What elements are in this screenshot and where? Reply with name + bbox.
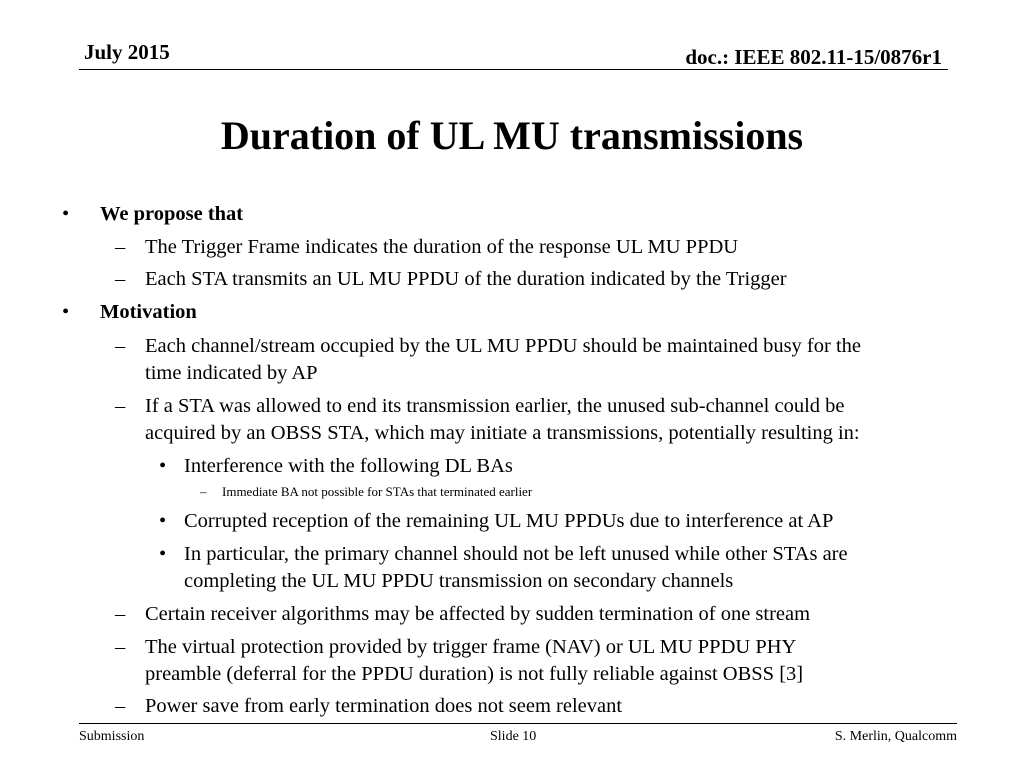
bullet-icon: • bbox=[159, 543, 167, 565]
item-virtual-protection-line1: The virtual protection provided by trigger frame (NAV) or UL MU PPDU PHY bbox=[145, 636, 797, 658]
item-channel-busy-line2: time indicated by AP bbox=[145, 362, 318, 384]
bullet-motivation: Motivation bbox=[100, 301, 197, 323]
bullet-icon: • bbox=[159, 455, 167, 477]
footer-author: S. Merlin, Qualcomm bbox=[834, 729, 957, 744]
dash-icon: – bbox=[200, 484, 207, 499]
slide-title: Duration of UL MU transmissions bbox=[220, 113, 804, 158]
item-sta-transmits: Each STA transmits an UL MU PPDU of the duration indicated by the Trigger bbox=[145, 268, 787, 290]
item-channel-busy-line1: Each channel/stream occupied by the UL MU PPDU should be maintained busy for the bbox=[145, 335, 861, 357]
item-power-save: Power save from early termination does not seem relevant bbox=[145, 695, 623, 717]
dash-icon: – bbox=[115, 695, 126, 717]
dash-icon: – bbox=[115, 636, 126, 658]
subitem-corrupted-reception: Corrupted reception of the remaining UL MU PPDUs due to interference at AP bbox=[184, 510, 834, 532]
subsubitem-immediate-ba: Immediate BA not possible for STAs that terminated earlier bbox=[222, 484, 533, 499]
subitem-primary-channel-line2: completing the UL MU PPDU transmission on secondary channels bbox=[184, 570, 734, 592]
item-receiver-algorithms: Certain receiver algorithms may be affected by sudden termination of one stream bbox=[145, 603, 811, 625]
dash-icon: – bbox=[115, 395, 126, 417]
header-date: July 2015 bbox=[84, 40, 170, 64]
item-virtual-protection-line2: preamble (deferral for the PPDU duration) is not fully reliable against OBSS [3] bbox=[145, 663, 804, 685]
item-early-end-line1: If a STA was allowed to end its transmission earlier, the unused sub-channel could be bbox=[145, 395, 845, 417]
dash-icon: – bbox=[115, 268, 126, 290]
dash-icon: – bbox=[115, 335, 126, 357]
dash-icon: – bbox=[115, 236, 126, 258]
subitem-primary-channel-line1: In particular, the primary channel should not be left unused while other STAs are bbox=[184, 543, 848, 565]
item-early-end-line2: acquired by an OBSS STA, which may initiate a transmissions, potentially resulting in: bbox=[145, 422, 860, 444]
header-doc-id: doc.: IEEE 802.11-15/0876r1 bbox=[685, 45, 942, 69]
bullet-icon: • bbox=[62, 203, 70, 225]
dash-icon: – bbox=[115, 603, 126, 625]
bullet-we-propose: We propose that bbox=[100, 203, 244, 225]
footer-slide-number: Slide 10 bbox=[490, 729, 537, 744]
footer-divider bbox=[79, 723, 957, 724]
footer-submission: Submission bbox=[79, 729, 145, 744]
subitem-interference: Interference with the following DL BAs bbox=[184, 455, 513, 477]
bullet-icon: • bbox=[159, 510, 167, 532]
header-divider bbox=[79, 69, 948, 70]
bullet-icon: • bbox=[62, 301, 70, 323]
item-trigger-frame: The Trigger Frame indicates the duration of the response UL MU PPDU bbox=[145, 236, 739, 258]
